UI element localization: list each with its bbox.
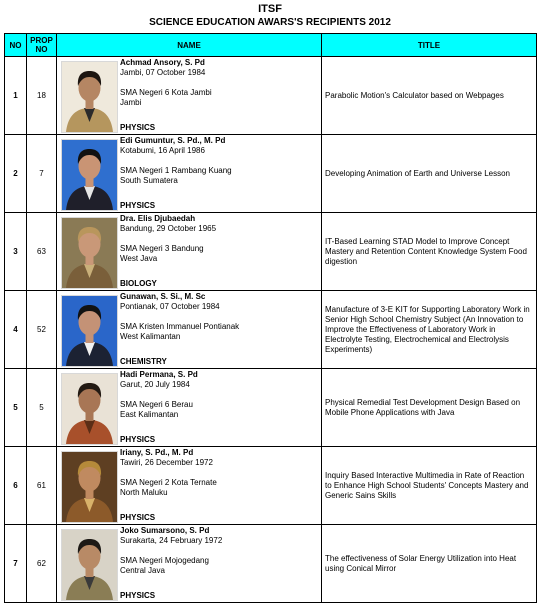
recipient-school: SMA Negeri 2 Kota Ternate <box>120 478 217 487</box>
recipient-subject: PHYSICS <box>120 591 156 600</box>
recipient-region: North Maluku <box>120 488 168 497</box>
recipient-photo <box>61 373 118 445</box>
recipient-photo <box>61 295 118 367</box>
row-number: 7 <box>5 525 27 603</box>
recipient-cell <box>57 135 322 213</box>
portrait-image <box>62 452 117 522</box>
proposal-number: 52 <box>27 291 57 369</box>
column-header-no: NO <box>5 34 27 57</box>
recipient-birth: Bandung, 29 October 1965 <box>120 224 217 233</box>
proposal-number: 61 <box>27 447 57 525</box>
recipient-photo <box>61 139 118 211</box>
recipient-photo <box>61 217 118 289</box>
recipient-birth: Jambi, 07 October 1984 <box>120 68 206 77</box>
recipient-birth: Surakarta, 24 February 1972 <box>120 536 223 545</box>
recipient-school: SMA Negeri 6 Kota Jambi <box>120 88 212 97</box>
recipient-region: South Sumatera <box>120 176 178 185</box>
table-row <box>5 135 537 213</box>
recipient-region: Central Java <box>120 566 165 575</box>
recipient-region: East Kalimantan <box>120 410 179 419</box>
project-title: Parabolic Motion's Calculator based on Webpages <box>322 57 537 135</box>
column-header-prop-no: PROP NO <box>27 34 57 57</box>
recipient-birth: Garut, 20 July 1984 <box>120 380 190 389</box>
row-number: 4 <box>5 291 27 369</box>
row-number: 1 <box>5 57 27 135</box>
recipient-region: West Java <box>120 254 158 263</box>
recipient-school: SMA Negeri 3 Bandung <box>120 244 204 253</box>
recipient-subject: CHEMISTRY <box>120 357 167 366</box>
recipient-info <box>120 58 319 133</box>
recipient-info <box>120 214 319 289</box>
recipient-info <box>120 370 319 445</box>
recipient-subject: PHYSICS <box>120 513 156 522</box>
project-title: The effectiveness of Solar Energy Utilization into Heat using Conical Mirror <box>322 525 537 603</box>
portrait-image <box>62 530 117 600</box>
recipient-name: Dra. Elis Djubaedah <box>120 214 196 223</box>
recipient-info <box>120 448 319 523</box>
portrait-image <box>62 140 117 210</box>
recipient-birth: Tawiri, 26 December 1972 <box>120 458 213 467</box>
recipient-school: SMA Kristen Immanuel Pontianak <box>120 322 240 331</box>
recipient-region: West Kalimantan <box>120 332 181 341</box>
recipient-name: Edi Gumuntur, S. Pd., M. Pd <box>120 136 226 145</box>
table-header-row <box>5 34 537 57</box>
recipient-name: Hadi Permana, S. Pd <box>120 370 198 379</box>
recipient-photo <box>61 529 118 601</box>
table-row <box>5 291 537 369</box>
project-title: Manufacture of 3-E KIT for Supporting Laboratory Work in Senior High School Chemistry Subject (An Innovation to Improve the Effectiveness of Laboratory Work in Electrolyte Testing, Electrochemical and Electrolysis Experiments) <box>322 291 537 369</box>
recipient-school: SMA Negeri 1 Rambang Kuang <box>120 166 232 175</box>
row-number: 2 <box>5 135 27 213</box>
recipient-name: Iriany, S. Pd., M. Pd <box>120 448 194 457</box>
row-number: 5 <box>5 369 27 447</box>
recipient-subject: PHYSICS <box>120 435 156 444</box>
recipient-info <box>120 526 319 601</box>
document-title: ITSF <box>258 3 282 15</box>
portrait-image <box>62 62 117 132</box>
document-subtitle: SCIENCE EDUCATION AWARS'S RECIPIENTS 2012 <box>149 17 391 28</box>
portrait-image <box>62 374 117 444</box>
recipient-school: SMA Negeri 6 Berau <box>120 400 193 409</box>
project-title: Inquiry Based Interactive Multimedia in Rate of Reaction to Enhance High School Students' Concepts Mastery and Generic Sains Skills <box>322 447 537 525</box>
recipient-school: SMA Negeri Mojogedang <box>120 556 209 565</box>
recipient-cell <box>57 525 322 603</box>
recipient-subject: BIOLOGY <box>120 279 157 288</box>
row-number: 6 <box>5 447 27 525</box>
project-title: IT-Based Learning STAD Model to Improve Concept Mastery and Retention Content Knowledge System Food digestion <box>322 213 537 291</box>
recipient-info <box>120 136 319 211</box>
recipient-name: Gunawan, S. Si., M. Sc <box>120 292 206 301</box>
recipient-cell <box>57 447 322 525</box>
proposal-number: 62 <box>27 525 57 603</box>
recipient-photo <box>61 61 118 133</box>
proposal-number: 18 <box>27 57 57 135</box>
proposal-number: 63 <box>27 213 57 291</box>
portrait-image <box>62 218 117 288</box>
proposal-number: 7 <box>27 135 57 213</box>
table-row <box>5 525 537 603</box>
table-row <box>5 447 537 525</box>
column-header-name: NAME <box>57 34 322 57</box>
table-row <box>5 369 537 447</box>
recipient-cell <box>57 213 322 291</box>
recipient-cell <box>57 291 322 369</box>
project-title: Physical Remedial Test Development Design Based on Mobile Phone Applications with Java <box>322 369 537 447</box>
recipient-name: Achmad Ansory, S. Pd <box>120 58 205 67</box>
recipient-cell <box>57 369 322 447</box>
recipient-name: Joko Sumarsono, S. Pd <box>120 526 210 535</box>
table-row <box>5 213 537 291</box>
proposal-number: 5 <box>27 369 57 447</box>
recipient-cell <box>57 57 322 135</box>
recipient-info <box>120 292 319 367</box>
recipient-birth: Kotabumi, 16 April 1986 <box>120 146 205 155</box>
portrait-image <box>62 296 117 366</box>
recipient-subject: PHYSICS <box>120 201 156 210</box>
recipient-subject: PHYSICS <box>120 123 156 132</box>
recipients-table <box>4 33 537 603</box>
recipient-photo <box>61 451 118 523</box>
row-number: 3 <box>5 213 27 291</box>
project-title: Developing Animation of Earth and Universe Lesson <box>322 135 537 213</box>
recipient-birth: Pontianak, 07 October 1984 <box>120 302 220 311</box>
column-header-title: TITLE <box>322 34 537 57</box>
table-row <box>5 57 537 135</box>
table-body <box>5 57 537 603</box>
recipient-region: Jambi <box>120 98 142 107</box>
